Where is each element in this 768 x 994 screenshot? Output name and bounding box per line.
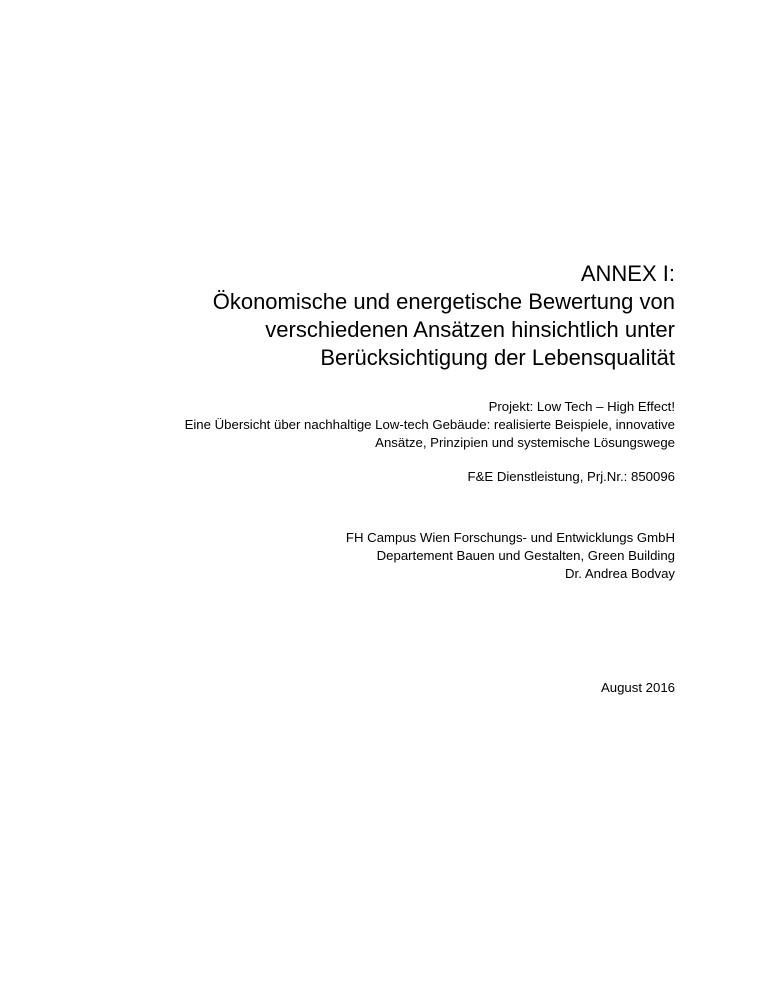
project-subtitle-line-2: Ansätze, Prinzipien und systemische Lösungswege	[375, 435, 675, 450]
organization-department: Departement Bauen und Gestalten, Green Building	[376, 548, 675, 563]
organization-name: FH Campus Wien Forschungs- und Entwicklungs GmbH	[345, 530, 675, 545]
service-project-number: F&E Dienstleistung, Prj.Nr.: 850096	[467, 469, 675, 484]
document-title	[213, 260, 675, 372]
title-line-1: ANNEX I:	[580, 261, 675, 286]
date-text: August 2016	[600, 680, 675, 695]
title-line-2: Ökonomische und energetische Bewertung von	[212, 289, 675, 314]
organization-info	[346, 529, 675, 583]
project-description	[185, 398, 675, 452]
service-info	[468, 468, 675, 486]
project-subtitle-line-1: Eine Übersicht über nachhaltige Low-tech Gebäude: realisierte Beispiele, innovative	[184, 417, 675, 432]
title-line-4: Berücksichtigung der Lebensqualität	[320, 345, 675, 370]
author-name: Dr. Andrea Bodvay	[565, 566, 675, 581]
title-line-3: verschiedenen Ansätzen hinsichtlich unter	[265, 317, 675, 342]
document-date	[601, 679, 675, 697]
project-name: Projekt: Low Tech – High Effect!	[488, 399, 675, 414]
